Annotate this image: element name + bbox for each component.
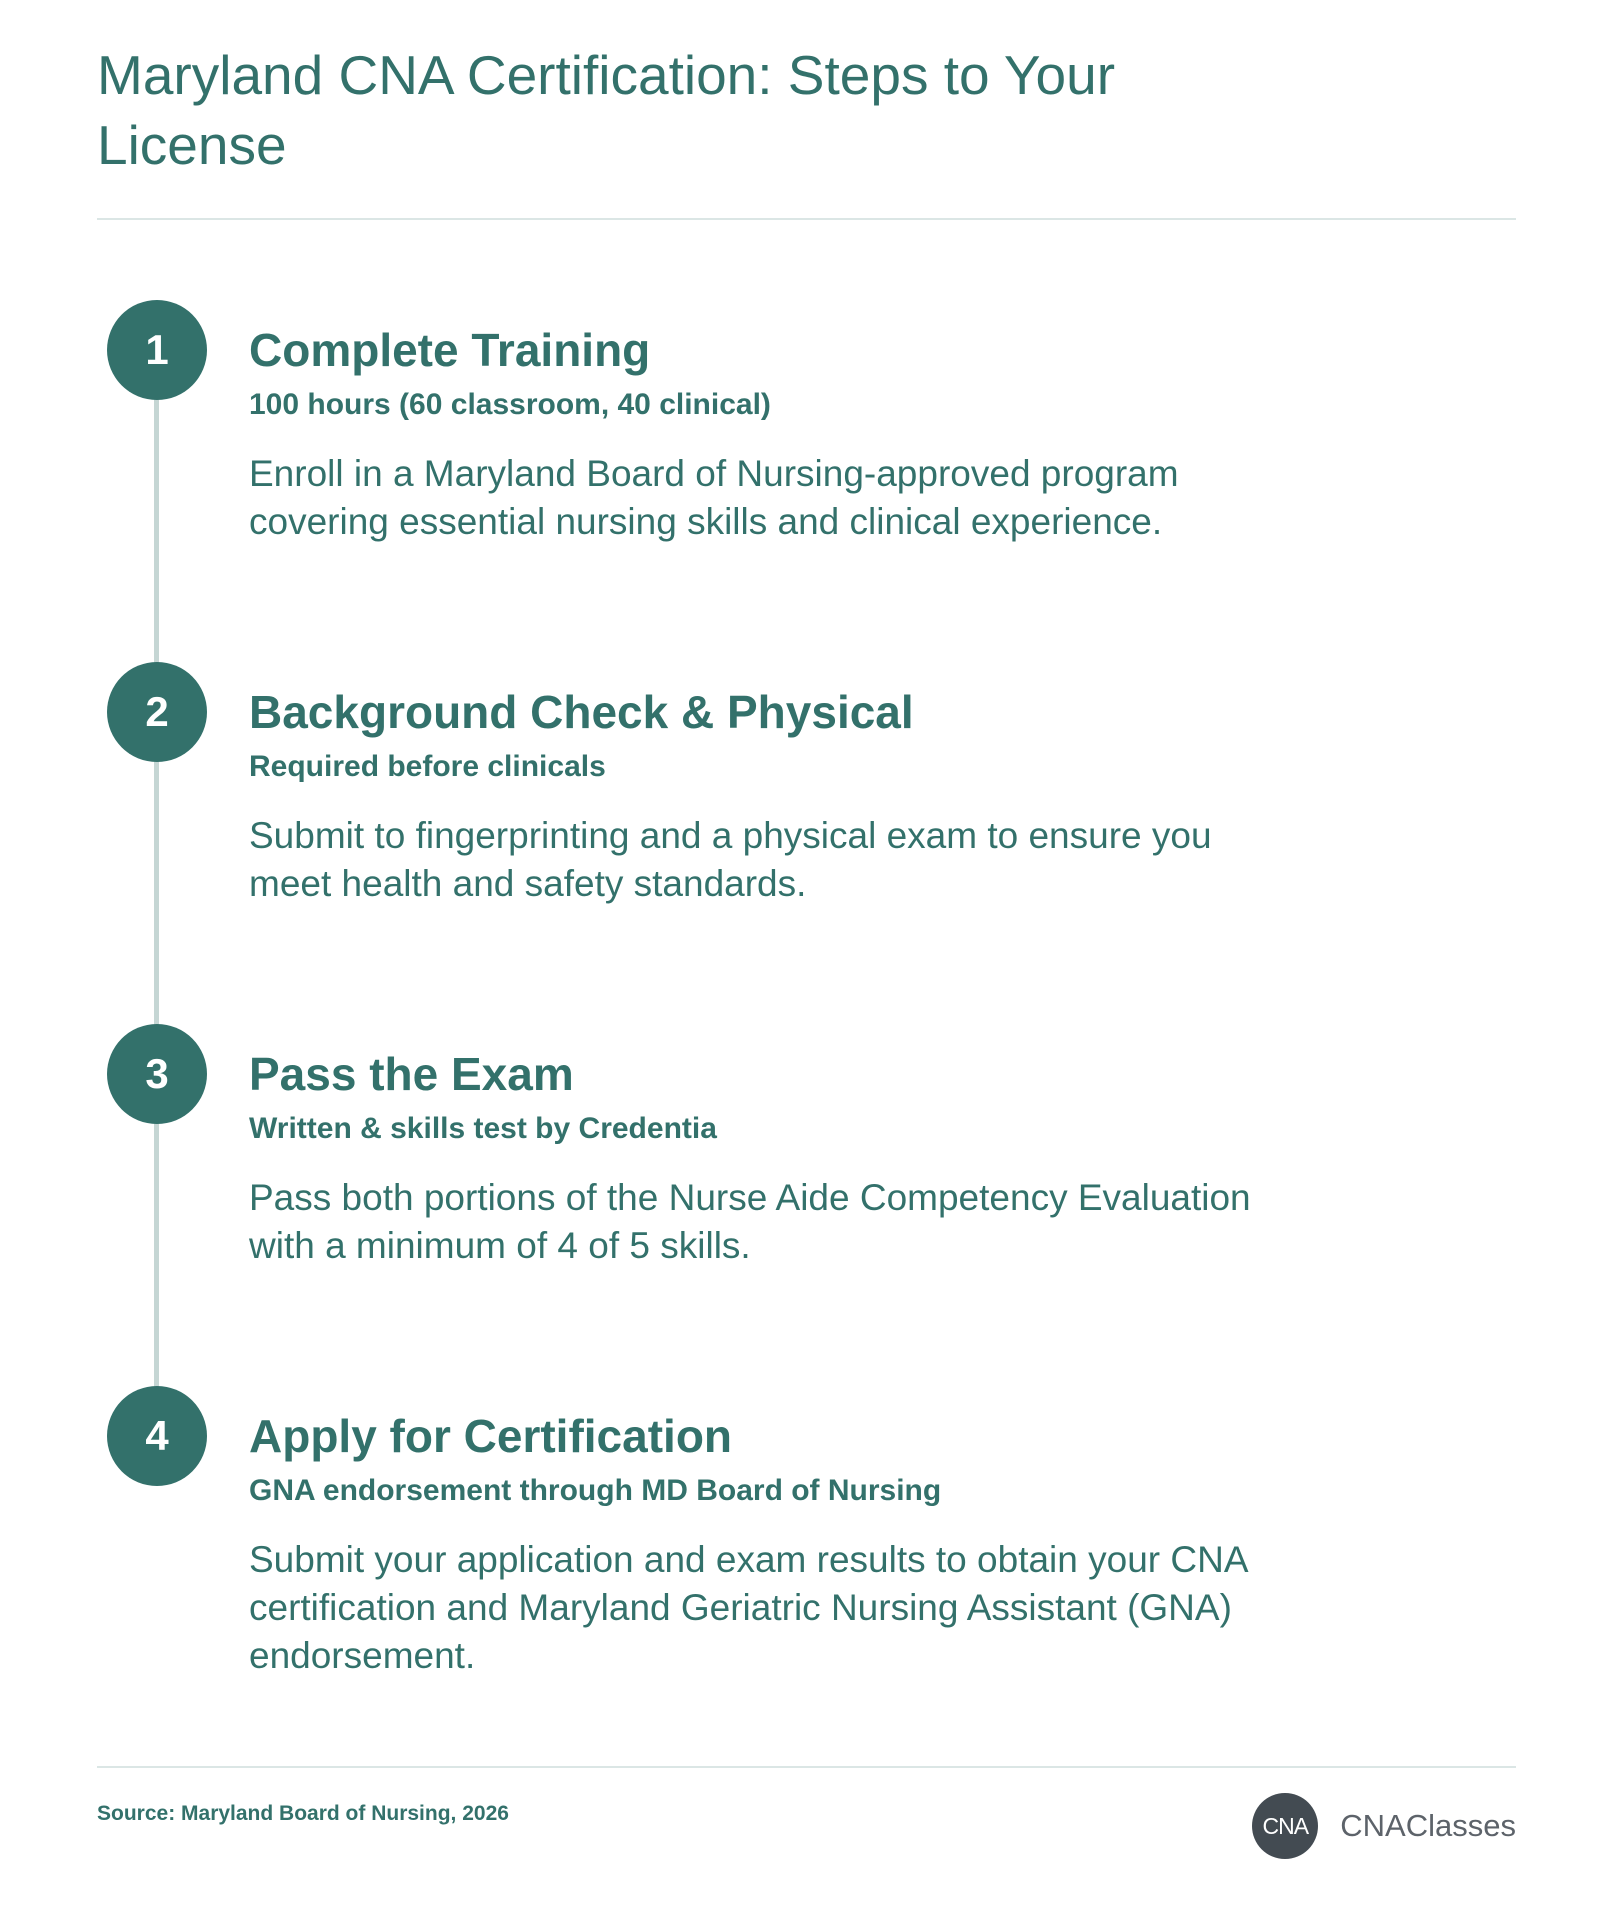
source-note: Source: Maryland Board of Nursing, 2026 bbox=[97, 1802, 509, 1825]
step-number-badge: 1 bbox=[107, 300, 207, 400]
cna-logo-icon: CNA bbox=[1252, 1793, 1318, 1859]
header-divider bbox=[97, 218, 1516, 220]
brand-name: CNAClasses bbox=[1340, 1808, 1516, 1843]
brand bbox=[1252, 1793, 1516, 1859]
timeline-line bbox=[154, 350, 159, 1440]
step-description: Enroll in a Maryland Board of Nursing-approved program covering essential nursing skills and clinical experience. bbox=[249, 453, 1179, 542]
step-description: Submit your application and exam results to obtain your CNA certification and Maryland Geriatric Nursing Assistant (GNA) endorsement. bbox=[249, 1539, 1247, 1676]
step-subtitle: 100 hours (60 classroom, 40 clinical) bbox=[249, 388, 771, 421]
step-number-badge: 3 bbox=[107, 1024, 207, 1124]
step-subtitle: Required before clinicals bbox=[249, 750, 606, 783]
step-number-badge: 2 bbox=[107, 662, 207, 762]
step-description: Submit to fingerprinting and a physical exam to ensure you meet health and safety standards. bbox=[249, 815, 1212, 904]
footer-divider bbox=[97, 1766, 1516, 1768]
step-title: Complete Training bbox=[249, 324, 651, 376]
step-subtitle: Written & skills test by Credentia bbox=[249, 1112, 717, 1145]
step-title: Background Check & Physical bbox=[249, 686, 914, 738]
step-description: Pass both portions of the Nurse Aide Competency Evaluation with a minimum of 4 of 5 skills. bbox=[249, 1177, 1251, 1266]
step-subtitle: GNA endorsement through MD Board of Nursing bbox=[249, 1474, 942, 1507]
step-number-badge: 4 bbox=[107, 1386, 207, 1486]
step-title: Apply for Certification bbox=[249, 1410, 733, 1462]
page-title: Maryland CNA Certification: Steps to Your License bbox=[97, 44, 1116, 176]
step-title: Pass the Exam bbox=[249, 1048, 574, 1100]
